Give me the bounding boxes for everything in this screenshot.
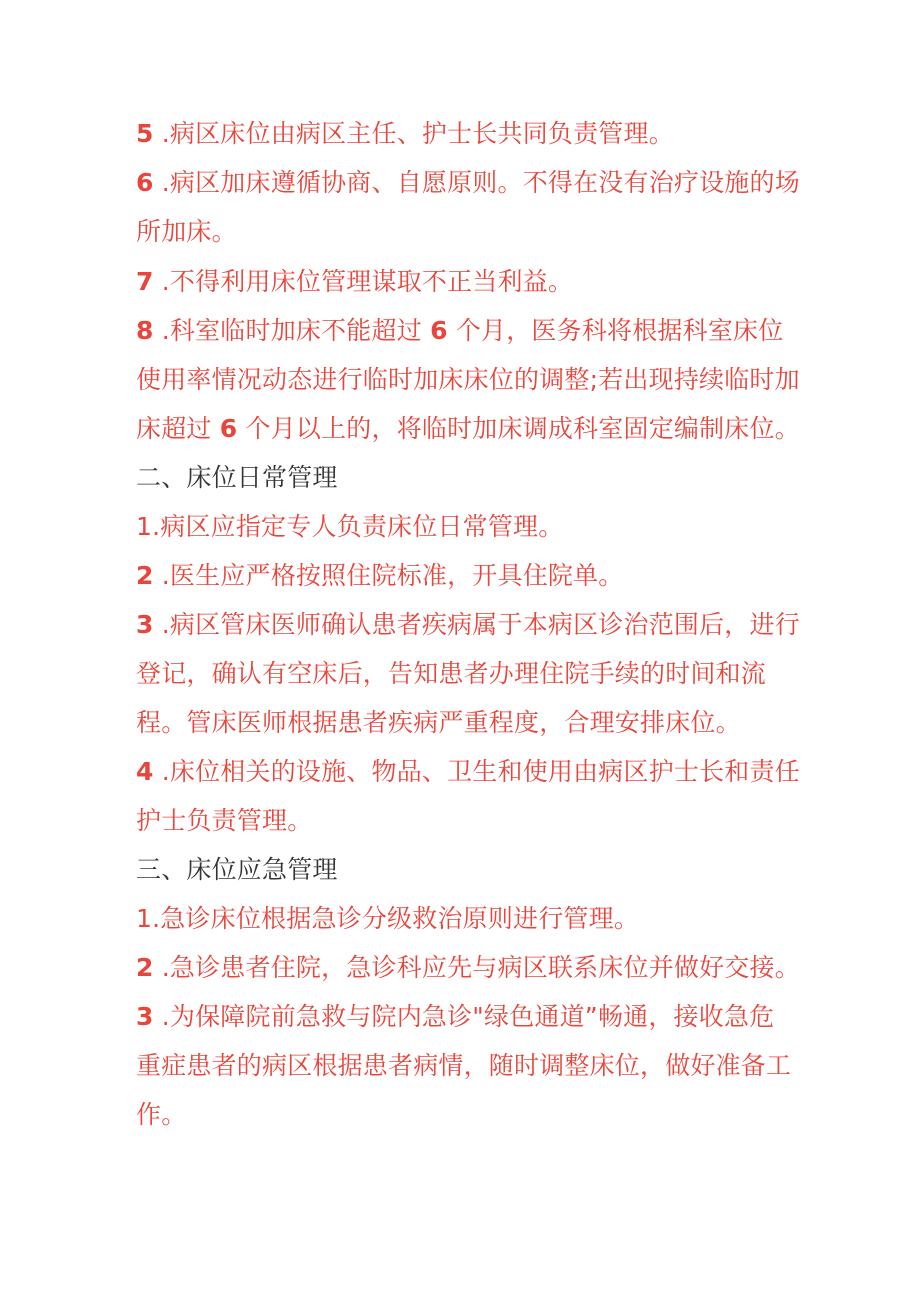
text-line	[136, 706, 741, 740]
text-segment: 医生应严格按照住院标准，开具住院单。	[169, 561, 624, 590]
item-number: 4	[136, 757, 154, 786]
text-segment: .	[153, 610, 170, 639]
item-number: 3	[136, 1002, 154, 1031]
item-number: 7	[136, 267, 154, 296]
text-segment: .	[153, 119, 170, 148]
text-line	[136, 853, 338, 887]
text-line	[136, 657, 766, 691]
text-segment: 登记，确认有空床后，告知患者办理住院手续的时间和流	[136, 659, 767, 688]
text-segment: 1.急诊床位根据急诊分级救治原则进行管理。	[136, 904, 640, 933]
text-segment: 作。	[136, 1100, 187, 1129]
text-line	[136, 215, 237, 249]
text-segment: .	[153, 267, 170, 296]
item-number: 6	[430, 316, 448, 345]
item-number: 6	[219, 414, 238, 443]
text-line	[136, 804, 312, 838]
text-segment: 病区管床医师确认患者疾病属于本病区诊治范围后，进行	[169, 610, 800, 639]
text-segment: 使用率情况动态进行临时加床床位的调整;若出现持续临时加	[136, 365, 800, 394]
text-line	[136, 951, 800, 985]
text-segment: .	[153, 316, 170, 345]
text-line	[136, 314, 783, 348]
text-line	[136, 559, 624, 593]
text-segment: .	[153, 953, 170, 982]
text-segment: 三、床位应急管理	[136, 855, 338, 884]
item-number: 2	[136, 953, 154, 982]
text-line	[136, 510, 563, 544]
item-number: 5	[136, 119, 154, 148]
text-line	[136, 117, 674, 151]
text-line	[136, 461, 338, 495]
text-line	[136, 412, 800, 446]
text-segment: 护士负责管理。	[136, 806, 313, 835]
text-segment: .	[153, 757, 170, 786]
text-line	[136, 1000, 774, 1034]
text-segment: 个月以上的，将临时加床调成科室固定编制床位。	[237, 414, 800, 443]
text-line	[136, 363, 800, 397]
text-line	[136, 166, 800, 200]
text-line	[136, 1098, 186, 1132]
text-segment: 急诊患者住院，急诊科应先与病区联系床位并做好交接。	[169, 953, 800, 982]
text-line	[136, 608, 800, 642]
item-number: 8	[136, 316, 154, 345]
text-line	[136, 1049, 791, 1083]
text-segment: 重症患者的病区根据患者病情，随时调整床位，做好准备工	[136, 1051, 792, 1080]
text-segment: 为保障院前急救与院内急诊"绿色通道”畅通，接收急危	[169, 1002, 775, 1031]
text-segment: 程。管床医师根据患者疾病严重程度，合理安排床位。	[136, 708, 741, 737]
text-segment: 不得利用床位管理谋取不正当利益。	[169, 267, 574, 296]
item-number: 6	[136, 168, 154, 197]
text-segment: 病区床位由病区主任、护士长共同负责管理。	[169, 119, 674, 148]
text-segment: 1.病区应指定专人负责床位日常管理。	[136, 512, 564, 541]
item-number: 2	[136, 561, 154, 590]
text-line	[136, 265, 573, 299]
text-segment: .	[153, 561, 170, 590]
text-segment: 病区加床遵循协商、自愿原则。不得在没有治疗设施的场	[169, 168, 800, 197]
item-number: 3	[136, 610, 154, 639]
text-segment: .	[153, 1002, 170, 1031]
text-segment: 所加床。	[136, 217, 237, 246]
text-line	[136, 755, 800, 789]
text-line	[136, 902, 639, 936]
text-segment: 二、床位日常管理	[136, 463, 338, 492]
text-segment: 科室临时加床不能超过	[169, 316, 431, 345]
text-segment: 床超过	[136, 414, 220, 443]
text-segment: 床位相关的设施、物品、卫生和使用由病区护士长和责任	[169, 757, 800, 786]
text-segment: .	[153, 168, 170, 197]
text-segment: 个月，医务科将根据科室床位	[447, 316, 784, 345]
